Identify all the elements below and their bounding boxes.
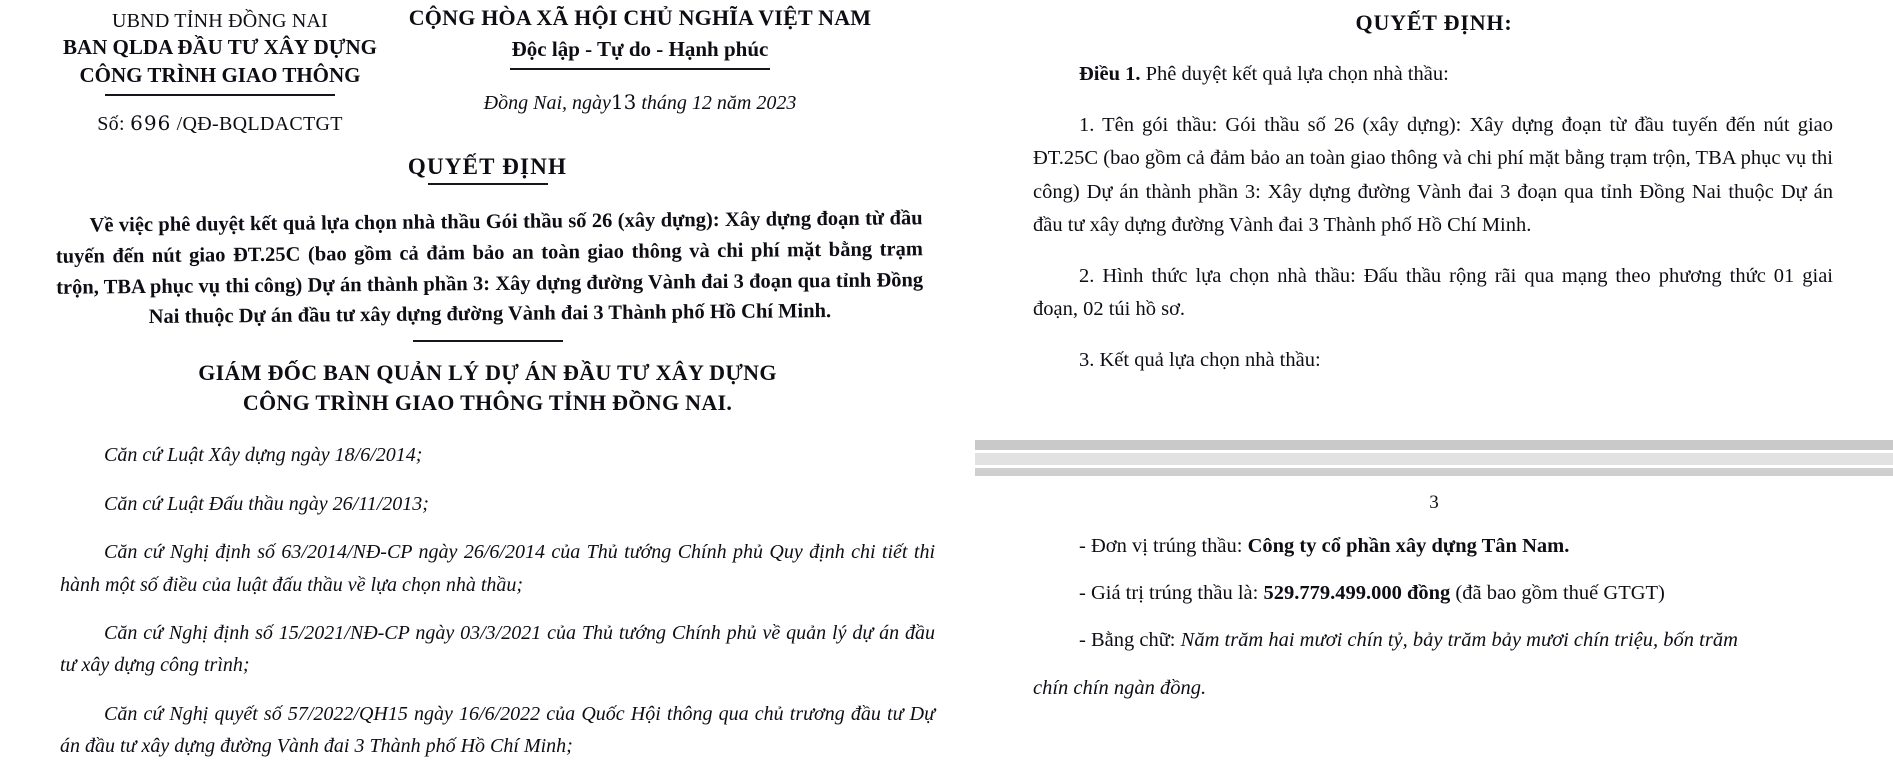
amount-in-words-line-2 [1033,672,1833,705]
page-break-bar [975,440,1893,450]
decision-section-title: QUYẾT ĐỊNH: [1355,10,1513,35]
decision-title-underline [428,183,548,185]
winner-label: - Đơn vị trúng thầu: [1079,535,1248,557]
page-break-bar [975,453,1893,465]
winner-name: Công ty cổ phần xây dựng Tân Nam. [1247,535,1570,557]
document-number-suffix: /QĐ-BQLDACTGT [176,112,343,135]
subject-divider [413,340,563,342]
national-name: CỘNG HÒA XÃ HỘI CHỦ NGHĨA VIỆT NAM [408,5,872,30]
article-1-text: Phê duyệt kết quả lựa chọn nhà thầu: [1140,63,1449,85]
price-label: - Giá trị trúng thầu là: [1079,582,1264,605]
article-1-heading [1033,58,1833,91]
decision-title: QUYẾT ĐỊNH [407,154,568,179]
bid-result-details [975,530,1893,719]
legal-bases [60,439,935,762]
page-break-gap [975,440,1893,478]
decision-subject-line2: dựng đoạn từ đầu tuyến đến nút giao ĐT.25C (bao gồm cả đảm bảo an toàn giao [55,207,923,268]
decision-subject [55,203,923,334]
document-number-value: 696 [130,110,172,135]
issuer-authority [0,358,975,417]
document-number [40,110,400,137]
decision-subject-line3: thông và chi phí mặt bằng trạm trộn, TBA phục vụ thi công) Dự án thành phần [56,237,923,299]
national-heading [405,2,875,118]
legal-basis-item: Căn cứ Luật Xây dựng ngày 18/6/2014; [104,444,423,467]
legal-basis-item: Căn cứ Luật Đấu thầu ngày 26/11/2013; [104,492,429,515]
amount-in-words-line [1033,624,1833,657]
national-motto: Độc lập - Tự do - Hạnh phúc [511,36,769,61]
price-value: 529.779.499.000 đồng [1263,582,1451,605]
article-1-item-1: 1. Tên gói thầu: Gói thầu số 26 (xây dựng): Xây dựng đoạn từ đầu tuyến đến nút giao ĐT.25C (bao gồm cả đảm bảo an toàn giao thông và chi phí mặt bằng trạm trộn, TBA phục vụ thi công) Dự án thành phần 3: Xây dựng đường Vành đai 3 đoạn qua tỉnh Đồng Nai thuộc Dự án đầu tư xây dựng đường Vành đai 3 Thành phố Hồ Chí Minh. [1033,114,1833,236]
issuer-authority-line2: CÔNG TRÌNH GIAO THÔNG TỈNH ĐỒNG NAI. [242,389,733,415]
legal-basis-item: Căn cứ Nghị định số 63/2014/NĐ-CP ngày 26/6/2014 của Thủ tướng Chính phủ Quy định chi tiết thi hành một số điều của luật đấu thầu về lựa chọn nhà thầu; [60,541,935,596]
national-divider [510,68,770,70]
article-1-item-2: 2. Hình thức lựa chọn nhà thầu: Đấu thầu rộng rãi qua mạng theo phương thức 01 giai đoạn, 02 túi hồ sơ. [1033,265,1833,321]
decision-subject-line4: 3: Xây dựng đường Vành đai 3 đoạn qua tỉnh Đồng Nai thuộc Dự án đầu tư xây [148,268,924,329]
article-1-label: Điều 1. [1079,63,1141,85]
place-and-date [405,88,875,118]
price-note: (đã bao gồm thuế GTGT) [1450,582,1665,605]
place-suffix: tháng 12 năm 2023 [641,92,797,115]
org-province: UBND TỈNH ĐỒNG NAI [112,10,328,32]
document-header [0,0,975,150]
page-number: 3 [1429,492,1439,513]
document-right-column [975,0,1893,710]
place-prefix: Đồng Nai, ngày [483,92,611,115]
page-break-bar [975,468,1893,476]
issuing-organization [40,8,400,137]
decision-subject-line1: Về việc phê duyệt kết quả lựa chọn nhà thầu Gói thầu số 26 (xây dựng): Xây [89,208,761,237]
org-name-line1: BAN QLDA ĐẦU TƯ XÂY DỰNG [62,35,378,60]
org-name-line2: CÔNG TRÌNH GIAO THÔNG [79,63,361,88]
price-line [1033,577,1833,610]
place-day: 13 [610,90,637,115]
document-number-prefix: Số: [97,112,125,135]
amount-in-words-value-cont: chín chín ngàn đồng. [1033,676,1207,699]
legal-basis-item: Căn cứ Nghị định số 15/2021/NĐ-CP ngày 03/3/2021 của Thủ tướng Chính phủ về quản lý dự án đầu tư xây dựng công trình; [60,621,935,677]
issuer-authority-line1: GIÁM ĐỐC BAN QUẢN LÝ DỰ ÁN ĐẦU TƯ XÂY DỰNG [198,360,777,385]
amount-in-words-value: Năm trăm hai mươi chín tỷ, bảy trăm bảy mươi chín triệu, bốn trăm [1180,629,1738,652]
winner-line [1033,530,1833,563]
decision-article-1 [1033,58,1833,378]
legal-basis-item: Căn cứ Nghị quyết số 57/2022/QH15 ngày 16/6/2022 của Quốc Hội thông qua chủ trương đầu tư Dự án đầu tư xây dựng đường Vành đai 3 Thành phố Hồ Chí Minh; [60,702,935,758]
org-divider [105,94,335,96]
decision-subject-line5: dựng đường Vành đai 3 Thành phố Hồ Chí Minh. [395,300,832,327]
article-1-item-3: 3. Kết quả lựa chọn nhà thầu: [1079,349,1321,372]
amount-in-words-label: - Bằng chữ: [1079,629,1181,652]
